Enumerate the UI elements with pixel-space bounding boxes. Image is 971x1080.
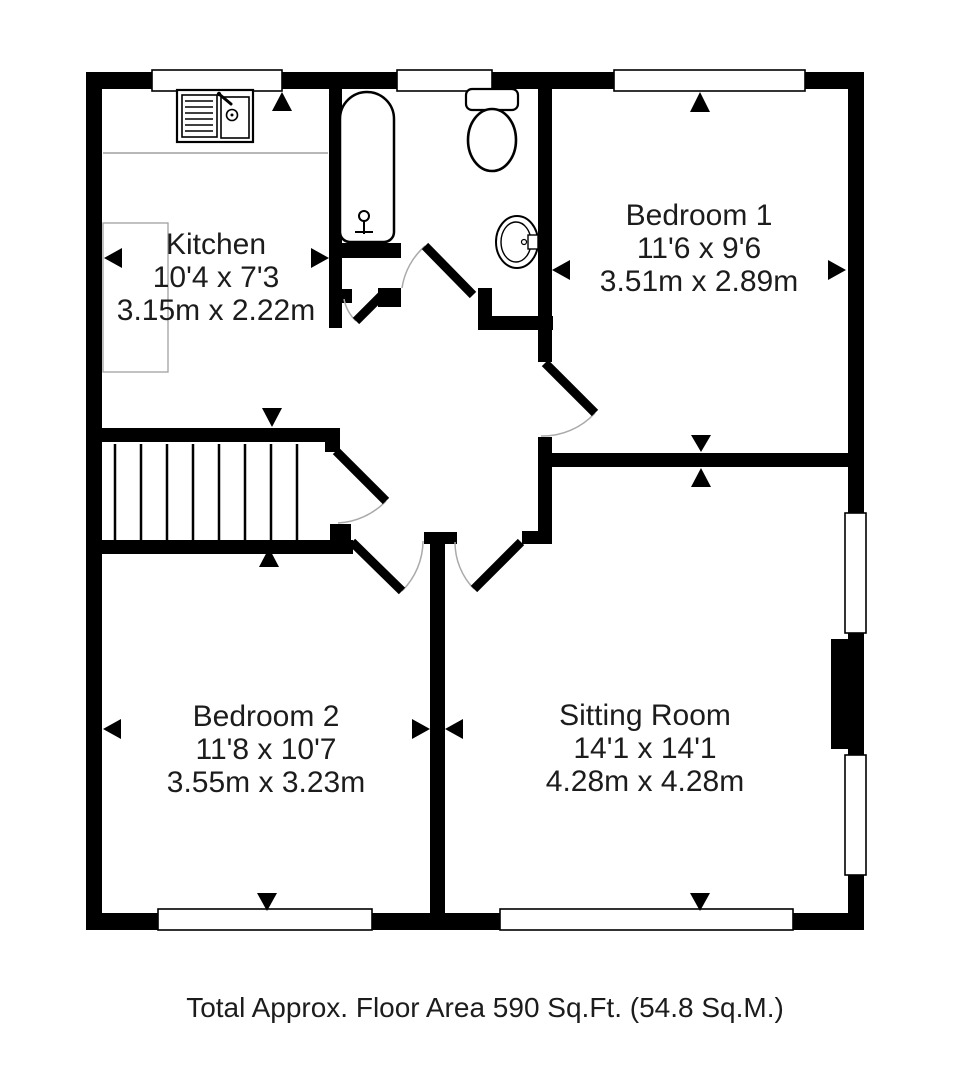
door-arc-bedroom2: [402, 541, 423, 591]
wall-stairs-top-cap: [325, 428, 340, 452]
window-sitting: [500, 909, 793, 930]
kitchen-sink: [177, 90, 253, 142]
wall-left: [86, 72, 102, 930]
room-size-imperial: 10'4 x 7'3: [152, 261, 280, 294]
arrow-bedroom1-right: [828, 260, 846, 280]
toilet-bowl: [468, 109, 516, 171]
door-arc-bathroom: [402, 246, 425, 288]
room-label-kitchen: [117, 228, 315, 327]
door-leaf-sitting: [474, 542, 521, 589]
arrow-bedroom2-left: [103, 719, 121, 739]
toilet-cistern: [466, 89, 518, 110]
window-kitchen: [152, 70, 282, 91]
toilet: [466, 89, 518, 171]
arrow-kitchen-up: [272, 92, 292, 111]
chimney-breast: [831, 639, 863, 749]
room-name: Kitchen: [165, 228, 267, 261]
wall-bath-bottom: [329, 243, 401, 258]
wall-sitting-stub: [522, 531, 538, 544]
wall-bath-bedroom1-upper: [538, 88, 552, 362]
wall-bedroom2-sitting: [430, 540, 445, 915]
room-name: Bedroom 1: [625, 199, 773, 232]
arrow-kitchen-down: [262, 408, 282, 427]
room-size-imperial: 11'6 x 9'6: [636, 232, 762, 265]
basin-tap: [528, 235, 538, 249]
room-size-imperial: 14'1 x 14'1: [573, 732, 717, 765]
room-size-metric: 4.28m x 4.28m: [545, 765, 745, 798]
room-label-bedroom-1: [600, 199, 798, 298]
arrow-sitting-up: [691, 468, 711, 487]
room-size-metric: 3.51m x 2.89m: [599, 265, 799, 298]
wall-stairs-top: [86, 428, 340, 442]
wall-vestibule-left: [329, 258, 342, 328]
arrow-bedroom1-up: [690, 92, 710, 112]
window-right-upper: [845, 513, 866, 633]
door-arc-stairs: [338, 501, 386, 523]
door-arc-sitting: [455, 542, 474, 589]
wall-stairs-bottom: [86, 540, 353, 554]
arrow-sitting-left: [445, 719, 463, 739]
door-leaves: [336, 246, 595, 591]
room-size-metric: 3.15m x 2.22m: [116, 294, 316, 327]
room-label-bedroom-2: [167, 700, 365, 799]
basin: [496, 216, 538, 268]
window-bedroom2: [158, 909, 372, 930]
room-size-imperial: 11'8 x 10'7: [195, 733, 337, 766]
window-bedroom1: [614, 70, 805, 91]
bath: [340, 92, 394, 242]
arrow-bedroom1-left: [552, 260, 570, 280]
wall-bedroom1-sitting: [550, 453, 850, 467]
room-name: Bedroom 2: [192, 700, 340, 733]
wall-stairs-bottom-cap: [330, 524, 351, 541]
room-label-sitting-room: [546, 699, 744, 798]
door-leaf-bedroom2: [352, 542, 402, 591]
arrow-bedroom2-right: [412, 719, 430, 739]
door-arc-bedroom1: [541, 413, 595, 436]
room-size-metric: 3.55m x 3.23m: [166, 766, 366, 799]
stairs: [115, 444, 297, 540]
total-area-caption: Total Approx. Floor Area 590 Sq.Ft. (54.8 Sq.M.): [186, 992, 784, 1023]
door-leaf-bedroom1: [545, 363, 595, 413]
window-right-lower: [845, 755, 866, 875]
window-bathroom: [397, 70, 492, 91]
wall-bath-bedroom1-lower: [538, 437, 552, 544]
wall-vestibule-stub: [342, 289, 352, 303]
arrow-bedroom1-down: [691, 435, 711, 452]
room-name: Sitting Room: [559, 699, 731, 732]
bath-tap: [359, 211, 369, 221]
door-leaf-bathroom: [425, 246, 473, 295]
door-leaf-stairs: [336, 451, 386, 501]
